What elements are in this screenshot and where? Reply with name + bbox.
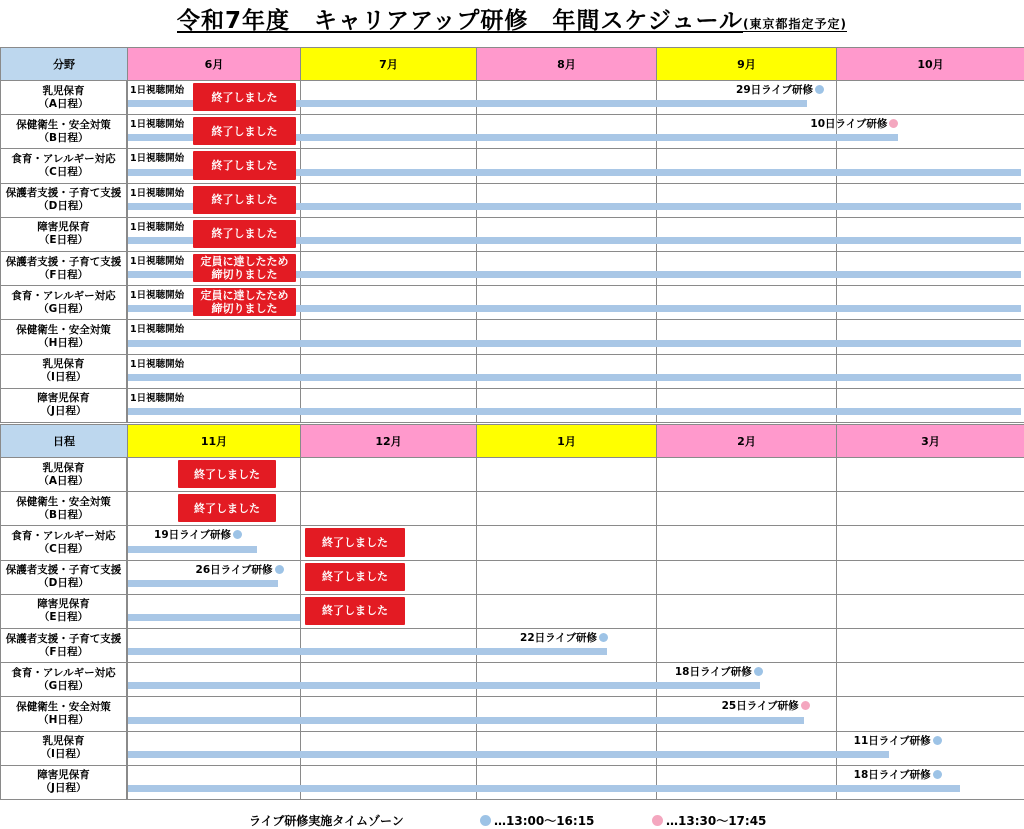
row-label-schedule: （A日程） <box>38 97 89 110</box>
period-bar <box>128 580 278 587</box>
schedule-cell <box>836 388 1024 423</box>
schedule-cell <box>476 696 657 731</box>
row-label-schedule: （H日程） <box>38 336 89 349</box>
status-text: 終了しました <box>211 227 278 241</box>
row-label-schedule: （B日程） <box>38 508 89 521</box>
row-label <box>0 491 127 526</box>
status-closed-badge <box>193 220 296 248</box>
month-header: 8月 <box>476 47 657 81</box>
start-label: 1日視聴開始 <box>130 187 185 199</box>
row-label <box>0 80 127 115</box>
row-label-schedule: （A日程） <box>38 474 89 487</box>
schedule-cell <box>300 388 477 423</box>
schedule-cell <box>836 457 1024 492</box>
blue-dot-icon <box>599 633 608 642</box>
status-closed-badge <box>193 288 296 316</box>
period-bar <box>128 648 607 655</box>
schedule-cell <box>656 525 837 560</box>
status-closed-badge <box>193 151 296 179</box>
status-text: 終了しました <box>194 501 260 515</box>
live-session-text: 22日ライブ研修 <box>520 632 597 644</box>
row-label-course: 乳児保育 <box>42 84 85 97</box>
schedule-cell <box>300 731 477 766</box>
schedule-cell <box>476 731 657 766</box>
period-bar <box>128 682 760 689</box>
schedule-cell <box>476 183 657 218</box>
schedule-cell <box>836 491 1024 526</box>
schedule-cell <box>476 319 657 354</box>
schedule-cell <box>836 148 1024 183</box>
row-label-schedule: （I日程） <box>40 371 87 384</box>
start-label: 1日視聴開始 <box>130 290 185 302</box>
row-label-course: 食育・アレルギー対応 <box>11 666 116 679</box>
status-text: 終了しました <box>322 535 388 549</box>
row-label-course: 乳児保育 <box>42 461 85 474</box>
row-label-course: 保健衛生・安全対策 <box>16 700 111 713</box>
schedule-cell <box>836 696 1024 731</box>
row-label-schedule: （E日程） <box>38 611 89 624</box>
row-label-course: 乳児保育 <box>42 358 85 371</box>
schedule-cell <box>476 388 657 423</box>
start-label: 1日視聴開始 <box>130 358 185 370</box>
live-session-label <box>722 698 810 713</box>
pink-dot-icon <box>652 815 663 826</box>
month-header: 11月 <box>127 424 301 458</box>
row-label-course: 障害児保育 <box>37 392 90 405</box>
schedule-cell <box>300 354 477 389</box>
row-label-course: 保護者支援・子育て支援 <box>5 564 122 577</box>
schedule-cell <box>127 662 301 697</box>
header-corner: 日程 <box>0 424 128 458</box>
schedule-cell <box>476 217 657 252</box>
row-label-course: 食育・アレルギー対応 <box>11 152 116 165</box>
schedule-cell <box>300 491 477 526</box>
row-label-course: 保健衛生・安全対策 <box>16 118 111 131</box>
live-session-label <box>154 527 242 542</box>
status-closed-badge <box>193 83 296 111</box>
schedule-cell <box>476 148 657 183</box>
schedule-cell <box>127 765 301 800</box>
blue-dot-icon <box>480 815 491 826</box>
status-text: 終了しました <box>211 193 278 207</box>
schedule-cell <box>300 765 477 800</box>
status-text: 終了しました <box>322 604 388 618</box>
schedule-cell <box>476 594 657 629</box>
schedule-cell <box>656 491 837 526</box>
row-label-course: 乳児保育 <box>42 735 85 748</box>
schedule-cell <box>836 525 1024 560</box>
status-text: 終了しました <box>211 90 278 104</box>
schedule-cell <box>836 628 1024 663</box>
live-session-text: 26日ライブ研修 <box>195 563 273 576</box>
live-session-text: 25日ライブ研修 <box>721 700 799 713</box>
schedule-cell <box>127 628 301 663</box>
schedule-cell <box>656 388 837 423</box>
schedule-cell <box>656 594 837 629</box>
schedule-cell <box>836 319 1024 354</box>
live-session-text: 18日ライブ研修 <box>853 768 931 781</box>
schedule-cell <box>476 662 657 697</box>
month-header: 9月 <box>656 47 837 81</box>
period-bar <box>128 546 257 553</box>
schedule-cell <box>656 319 837 354</box>
blue-dot-icon <box>233 530 242 539</box>
schedule-cell <box>476 765 657 800</box>
schedule-cell <box>300 183 477 218</box>
status-closed-badge <box>193 117 296 145</box>
row-label <box>0 662 127 697</box>
status-text: 定員に達したため <box>200 289 289 303</box>
schedule-cell <box>656 183 837 218</box>
status-text-2: 締切りました <box>211 268 278 282</box>
period-bar <box>128 614 300 621</box>
start-label: 1日視聴開始 <box>130 392 185 404</box>
schedule-cell <box>656 148 837 183</box>
start-label: 1日視聴開始 <box>130 119 185 131</box>
row-label-schedule: （F日程） <box>38 268 89 281</box>
live-session-text: 11日ライブ研修 <box>853 734 931 747</box>
schedule-cell <box>656 765 837 800</box>
row-label <box>0 594 127 629</box>
blue-dot-icon <box>815 85 824 94</box>
schedule-cell <box>476 457 657 492</box>
schedule-cell <box>300 148 477 183</box>
schedule-cell <box>300 285 477 320</box>
schedule-cell <box>836 183 1024 218</box>
row-label <box>0 148 127 183</box>
schedule-cell <box>656 731 837 766</box>
row-label-schedule: （D日程） <box>38 577 89 590</box>
schedule-cell <box>300 696 477 731</box>
row-label <box>0 388 127 423</box>
schedule-cell <box>127 594 301 629</box>
legend-blue: …13:00～16:15 <box>480 812 594 829</box>
status-text: 定員に達したため <box>200 255 289 269</box>
schedule-cell <box>836 662 1024 697</box>
row-label-schedule: （I日程） <box>40 748 87 761</box>
schedule-cell <box>656 217 837 252</box>
row-label-course: 障害児保育 <box>37 598 90 611</box>
row-label-schedule: （E日程） <box>38 234 89 247</box>
status-text-2: 締切りました <box>211 302 278 316</box>
row-label <box>0 319 127 354</box>
row-label-schedule: （H日程） <box>38 713 89 726</box>
schedule-cell <box>836 354 1024 389</box>
title-sub: (東京都指定予定) <box>743 17 847 31</box>
row-label <box>0 251 127 286</box>
row-label <box>0 765 127 800</box>
schedule-cell <box>476 491 657 526</box>
schedule-cell <box>476 560 657 595</box>
schedule-cell <box>300 628 477 663</box>
month-header: 7月 <box>300 47 477 81</box>
schedule-cell <box>656 560 837 595</box>
status-closed-badge <box>193 254 296 282</box>
live-session-text: 29日ライブ研修 <box>736 84 813 96</box>
schedule-cell <box>656 285 837 320</box>
row-label-course: 保健衛生・安全対策 <box>16 323 111 336</box>
row-label <box>0 354 127 389</box>
month-header: 2月 <box>656 424 837 458</box>
row-label <box>0 696 127 731</box>
start-label: 1日視聴開始 <box>130 324 185 336</box>
blue-dot-icon <box>754 667 763 676</box>
schedule-cell <box>656 628 837 663</box>
row-label-schedule: （F日程） <box>38 645 89 658</box>
page-title <box>0 2 1024 35</box>
row-label <box>0 217 127 252</box>
schedule-cell <box>300 662 477 697</box>
row-label-schedule: （G日程） <box>38 302 89 315</box>
row-label-schedule: （J日程） <box>40 405 87 418</box>
blue-dot-icon <box>275 565 284 574</box>
schedule-cell <box>300 251 477 286</box>
row-label-schedule: （C日程） <box>38 165 89 178</box>
schedule-section-2 <box>0 424 1024 800</box>
schedule-cell <box>476 525 657 560</box>
blue-dot-icon <box>933 736 942 745</box>
row-label-schedule: （J日程） <box>40 782 87 795</box>
row-label-course: 障害児保育 <box>37 221 90 234</box>
live-session-label <box>810 116 898 131</box>
row-label <box>0 731 127 766</box>
schedule-cell <box>836 80 1024 115</box>
live-session-text: 18日ライブ研修 <box>674 666 752 679</box>
row-label <box>0 525 127 560</box>
status-text: 終了しました <box>322 570 388 584</box>
schedule-cell <box>836 251 1024 286</box>
month-header: 10月 <box>836 47 1024 81</box>
row-label-schedule: （C日程） <box>38 542 89 555</box>
row-label-schedule: （G日程） <box>38 679 89 692</box>
legend-pink: …13:30～17:45 <box>652 812 766 829</box>
live-session-text: 10日ライブ研修 <box>810 118 888 131</box>
row-label <box>0 285 127 320</box>
schedule-cell <box>656 457 837 492</box>
live-session-label <box>675 664 763 679</box>
start-label: 1日視聴開始 <box>130 153 185 165</box>
schedule-cell <box>476 285 657 320</box>
schedule-cell <box>476 251 657 286</box>
month-header: 1月 <box>476 424 657 458</box>
live-session-label <box>736 82 824 97</box>
period-bar <box>128 374 1021 381</box>
row-label <box>0 560 127 595</box>
period-bar <box>128 408 1021 415</box>
live-session-text: 19日ライブ研修 <box>154 529 231 542</box>
start-label: 1日視聴開始 <box>130 256 185 267</box>
status-text: 終了しました <box>211 124 278 138</box>
schedule-cell <box>300 457 477 492</box>
row-label-course: 保護者支援・子育て支援 <box>5 632 122 645</box>
month-header: 6月 <box>127 47 301 81</box>
period-bar <box>128 340 1021 347</box>
pink-dot-icon <box>801 701 810 710</box>
schedule-cell <box>476 114 657 149</box>
title-main: 令和7年度 キャリアアップ研修 年間スケジュール <box>177 8 744 34</box>
schedule-cell <box>836 217 1024 252</box>
period-bar <box>128 785 960 792</box>
status-closed-badge <box>305 563 405 591</box>
row-label <box>0 114 127 149</box>
status-closed-badge <box>178 494 276 522</box>
schedule-cell <box>300 114 477 149</box>
schedule-cell <box>656 354 837 389</box>
schedule-cell <box>300 80 477 115</box>
schedule-cell <box>656 251 837 286</box>
status-closed-badge <box>193 186 296 214</box>
live-session-label <box>520 630 608 645</box>
live-session-label <box>854 733 942 748</box>
status-closed-badge <box>178 460 276 488</box>
row-label-schedule: （D日程） <box>38 200 89 213</box>
row-label-schedule: （B日程） <box>38 131 89 144</box>
pink-dot-icon <box>889 119 898 128</box>
row-label-course: 食育・アレルギー対応 <box>11 529 116 542</box>
schedule-cell <box>836 285 1024 320</box>
start-label: 1日視聴開始 <box>130 85 185 96</box>
blue-dot-icon <box>933 770 942 779</box>
schedule-cell <box>127 696 301 731</box>
start-label: 1日視聴開始 <box>130 221 185 233</box>
row-label-course: 食育・アレルギー対応 <box>11 289 116 302</box>
schedule-cell <box>300 319 477 354</box>
status-closed-badge <box>305 597 405 625</box>
live-session-label <box>854 767 942 782</box>
legend-label: ライブ研修実施タイムゾーン <box>249 814 404 828</box>
status-text: 終了しました <box>194 467 260 481</box>
schedule-cell <box>476 80 657 115</box>
live-session-label <box>196 562 284 577</box>
schedule-cell <box>300 217 477 252</box>
header-corner: 分野 <box>0 47 128 81</box>
schedule-cell <box>836 560 1024 595</box>
month-header: 3月 <box>836 424 1024 458</box>
row-label <box>0 183 127 218</box>
row-label-course: 障害児保育 <box>37 769 90 782</box>
schedule-section-1 <box>0 47 1024 423</box>
row-label <box>0 628 127 663</box>
period-bar <box>128 717 804 724</box>
schedule-cell <box>476 354 657 389</box>
status-text: 終了しました <box>211 158 278 172</box>
row-label-course: 保健衛生・安全対策 <box>16 495 111 508</box>
schedule-cell <box>127 731 301 766</box>
row-label <box>0 457 127 492</box>
row-label-course: 保護者支援・子育て支援 <box>5 255 122 268</box>
schedule-cell <box>836 594 1024 629</box>
period-bar <box>128 751 889 758</box>
status-closed-badge <box>305 528 405 556</box>
month-header: 12月 <box>300 424 477 458</box>
row-label-course: 保護者支援・子育て支援 <box>5 187 122 200</box>
